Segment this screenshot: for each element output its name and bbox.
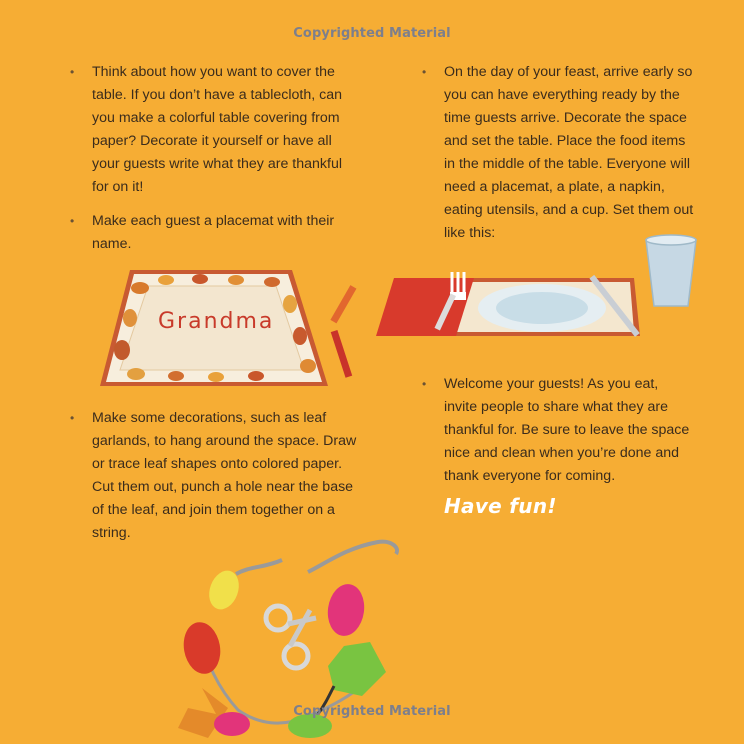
scissors-icon (266, 606, 316, 668)
bullet-welcome-guests (422, 373, 694, 488)
copyright-watermark-top: Copyrighted Material (293, 26, 451, 41)
bullet-day-of-feast (422, 61, 694, 245)
bullet-text: Make some decorations, such as leaf garlands, to hang around the space. Draw or trace leaf shapes onto colored paper. Cut them out, punch a hole near the base of the leaf, and join them together on a string. (92, 410, 357, 541)
bullet-dot-icon: • (422, 377, 427, 391)
bullet-text: Welcome your guests! As you eat, invite people to share what they are thankful for. Be sure to leave the space nice and clean when you’re done and thank everyone for coming. (444, 376, 690, 484)
bullet-text: Make each guest a placemat with their name. (92, 213, 335, 252)
place-setting-illustration (376, 236, 710, 344)
bullet-decorations (70, 407, 362, 545)
bullet-dot-icon: • (70, 411, 75, 425)
bullet-text: Think about how you want to cover the table. If you don’t have a tablecloth, can you make a colorful table covering from paper? Decorate it yourself or have all your guests write what they are thankful for on it! (92, 64, 343, 195)
bullet-text: On the day of your feast, arrive early so you can have everything ready by the time guests arrive. Decorate the space and set the table. Place the food items in the middle of the table. Everyone will need a placemat, a plate, a napkin, eating utensils, and a cup. Set them out like this: (444, 64, 694, 241)
bullet-dot-icon: • (70, 65, 75, 79)
crayons-icon (326, 286, 360, 382)
copyright-watermark-bottom: Copyrighted Material (293, 704, 451, 719)
bullet-cover-table (70, 61, 362, 199)
bullet-dot-icon: • (422, 65, 427, 79)
bullet-dot-icon: • (70, 214, 75, 228)
closing-have-fun: Have fun! (444, 494, 557, 518)
placemat-name-text: Grandma (158, 309, 275, 334)
plate-icon (478, 284, 606, 332)
bullet-placemat (70, 210, 342, 256)
cup-icon (646, 235, 696, 306)
